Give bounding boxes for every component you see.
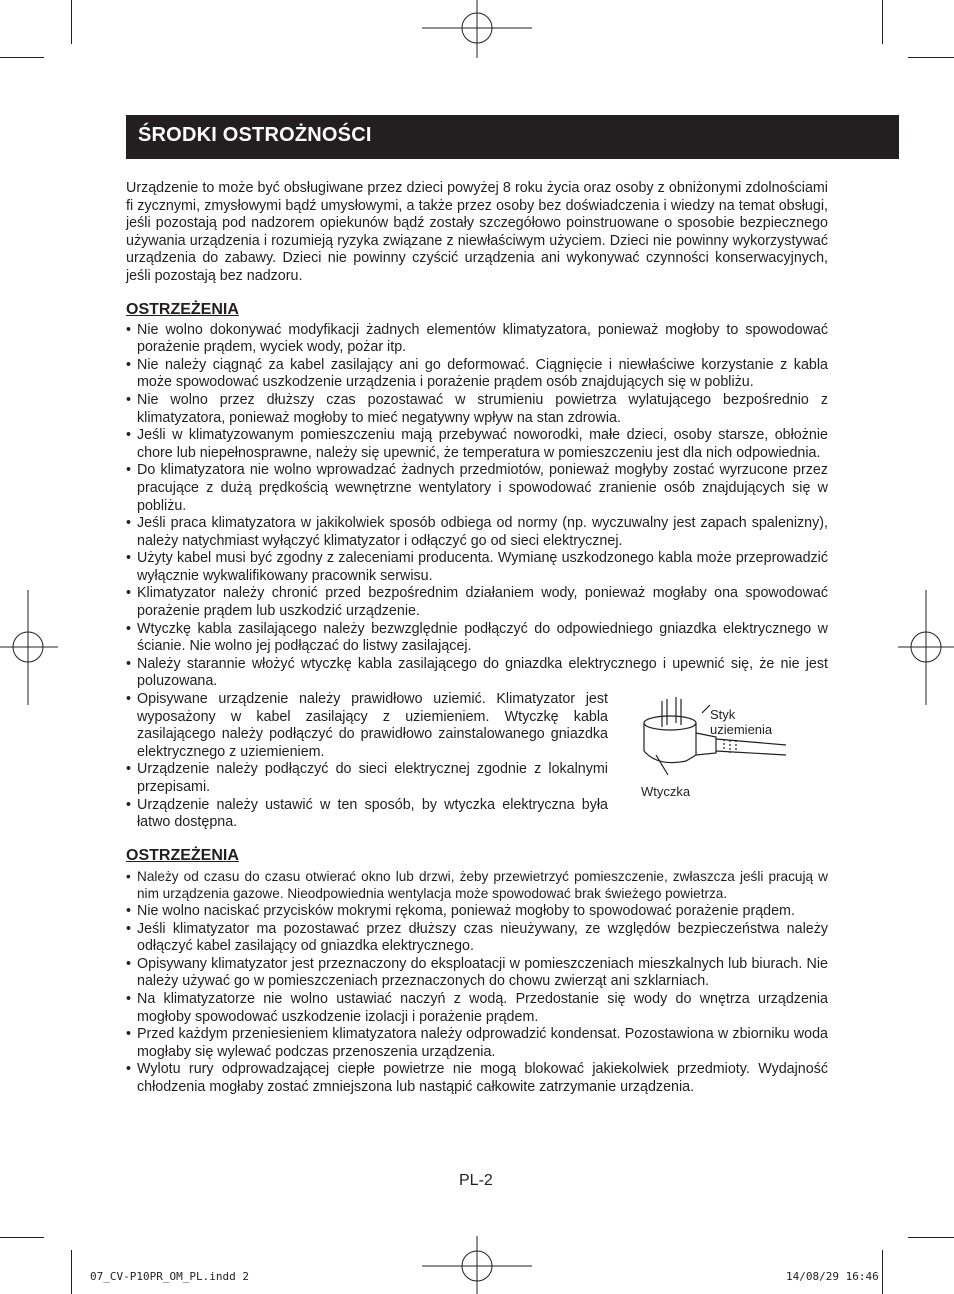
list-item: • Użyty kabel musi być zgodny z zaleceniami producenta. Wymianę uszkodzonego kabla może przeprowadzić wyłącznie wykwalifikowany pracownik serwisu. (126, 550, 828, 585)
ground-pin-label-line1: Styk (710, 707, 736, 723)
crop-mark (882, 0, 883, 44)
list-item: • Przed każdym przeniesieniem klimatyzatora należy odprowadzić kondensat. Pozostawiona w zbiorniku woda mogłaby się wylewać podczas przenoszenia urządzenia. (126, 1026, 828, 1061)
list-item: • Należy starannie włożyć wtyczkę kabla zasilającego do gniazdka elektrycznego i upewnić się, że nie jest poluzowana. (126, 656, 828, 691)
crop-mark (71, 1250, 72, 1294)
crop-mark (0, 57, 44, 58)
list-item: • Jeśli w klimatyzowanym pomieszczeniu mają przebywać noworodki, małe dzieci, osoby starsze, obłożnie chore lub niepełnosprawne, należy się upewnić, że temperatura w pomieszczeniu jest dla nich odpowiednia. (126, 427, 828, 462)
footer-filename: 07_CV-P10PR_OM_PL.indd 2 (90, 1270, 249, 1283)
list-item: • Nie wolno dokonywać modyfikacji żadnych elementów klimatyzatora, ponieważ mogłoby to spowodować porażenie prądem, wyciek wody, pożar itp. (126, 322, 828, 357)
list-item: • Klimatyzator należy chronić przed bezpośrednim działaniem wody, ponieważ mogłaby ona spowodować porażenie prądem lub uszkodzić urządzenie. (126, 585, 828, 620)
page-title: ŚRODKI OSTROŻNOŚCI (138, 124, 372, 146)
grounding-list (126, 691, 608, 832)
page-number: PL-2 (459, 1172, 493, 1189)
list-item: • Nie wolno przez dłuższy czas pozostawać w strumieniu powietrza wylatującego bezpośrednio z klimatyzatora, ponieważ mogłoby to mieć negatywny wpływ na stan zdrowia. (126, 392, 828, 427)
plug-label: Wtyczka (641, 784, 691, 800)
list-item: • Do klimatyzatora nie wolno wprowadzać żadnych przedmiotów, ponieważ mogłyby zostać wyrzucone przez pracujące z dużą prędkością wewnętrzne wentylatory i spowodować zranienie osób znajdujących się w pobliżu. (126, 462, 828, 515)
warnings-list-1 (126, 322, 828, 691)
list-item: • Wtyczkę kabla zasilającego należy bezwzględnie podłączyć do odpowiedniego gniazdka elektrycznego w ścianie. Nie wolno jej podłączać do listwy zasilającej. (126, 621, 828, 656)
crop-mark (908, 1237, 954, 1238)
intro-paragraph: Urządzenie to może być obsługiwane przez dzieci powyżej 8 roku życia oraz osoby z obniżonymi zdolnościami fi zycznymi, zmysłowymi bądź umysłowymi, a także przez osoby bez doświadczenia i wiedzy na temat obsługi, jeśli pozostają pod nadzorem opiekunów bądź zostały szczegółowo poinstruowane o sposobie bezpiecznego używania urządzenia i rozumieją ryzyka związane z niewłaściwym użyciem. Dzieci nie powinny wykorzystywać urządzenia do zabawy. Dzieci nie powinny czyścić urządzenia ani wykonywać czynności konserwacyjnych, jeśli pozostają bez nadzoru. (126, 180, 828, 284)
list-item: • Urządzenie należy podłączyć do sieci elektrycznej zgodnie z lokalnymi przepisami. (126, 761, 608, 796)
plug-figure (638, 693, 818, 805)
list-item: • Nie należy ciągnąć za kabel zasilający ani go deformować. Ciągnięcie i niewłaściwe korzystanie z kabla może spowodować uszkodzenie urządzenia i porażenie prądem osób znajdujących się w pobliżu. (126, 357, 828, 392)
list-item: • Należy od czasu do czasu otwierać okno lub drzwi, żeby przewietrzyć pomieszczenie, zwłaszcza jeśli pracują w nim urządzenia gazowe. Nieodpowiednia wentylacja może spowodować brak świeżego powietrza. (126, 868, 828, 903)
footer-timestamp: 14/08/29 16:46 (786, 1270, 879, 1283)
crop-mark (71, 0, 72, 44)
crop-mark (908, 57, 954, 58)
list-item: • Opisywane urządzenie należy prawidłowo uziemić. Klimatyzator jest wyposażony w kabel zasilający z uziemieniem. Wtyczkę kabla zasilającego należy podłączyć do prawidłowo zainstalowanego gniazdka elektrycznego z uziemieniem. (126, 691, 608, 761)
crop-mark (882, 1250, 883, 1294)
warnings-heading-2: OSTRZEŻENIA (126, 846, 239, 864)
ground-pin-label-line2: uziemienia (710, 722, 773, 738)
list-item: • Jeśli klimatyzator ma pozostawać przez dłuższy czas nieużywany, ze względów bezpieczeństwa należy odłączyć kabel zasilający od gniazdka elektrycznego. (126, 921, 828, 956)
warnings-heading-1: OSTRZEŻENIA (126, 300, 239, 318)
list-item: • Wylotu rury odprowadzającej ciepłe powietrze nie mogą blokować jakiekolwiek przedmioty. Wydajność chłodzenia mogłaby zostać zmniejszona lub nastąpić całkowite zatrzymanie urządzenia. (126, 1061, 828, 1096)
registration-mark-left (0, 590, 60, 705)
list-item: • Jeśli praca klimatyzatora w jakikolwiek sposób odbiega od normy (np. wyczuwalny jest zapach spalenizny), należy natychmiast wyłączyć klimatyzator i odłączyć go od sieci elektrycznej. (126, 515, 828, 550)
list-item: • Urządzenie należy ustawić w ten sposób, by wtyczka elektryczna była łatwo dostępna. (126, 797, 608, 832)
list-item: • Opisywany klimatyzator jest przeznaczony do eksploatacji w pomieszczeniach mieszkalnych lub biurach. Nie należy używać go w pomieszczeniach przeznaczonych do chowu zwierząt ani szklarniach. (126, 956, 828, 991)
grounding-block (126, 691, 828, 832)
main-content (126, 180, 828, 1097)
list-item: • Nie wolno naciskać przycisków mokrymi rękoma, ponieważ mogłoby to spowodować porażenie prądem. (126, 903, 828, 921)
warnings-list-2 (126, 868, 828, 1097)
registration-mark-right (896, 590, 954, 705)
section-header-bar (126, 115, 899, 159)
registration-mark-bottom (422, 1236, 532, 1294)
list-item: • Na klimatyzatorze nie wolno ustawiać naczyń z wodą. Przedostanie się wody do wnętrza urządzenia mogłoby spowodować uszkodzenie izolacji i porażenie prądem. (126, 991, 828, 1026)
registration-mark-top (422, 0, 532, 60)
crop-mark (0, 1237, 44, 1238)
